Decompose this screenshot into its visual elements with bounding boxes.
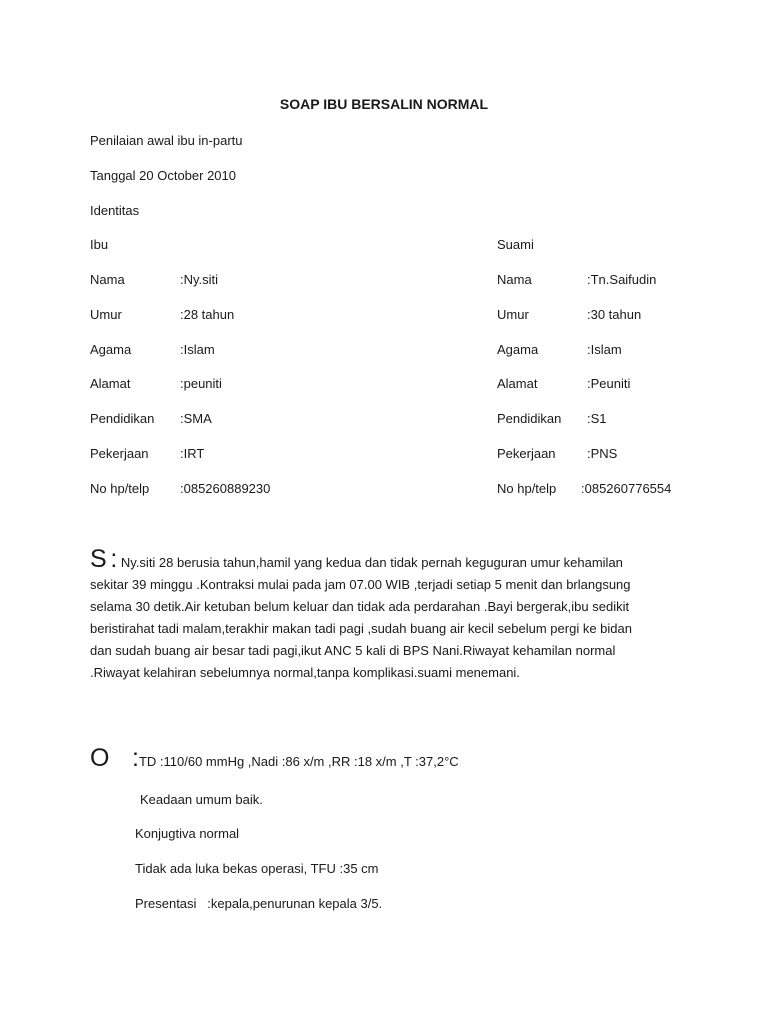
husband-label-age: Umur <box>497 307 529 322</box>
subjective-line: beristirahat tadi malam,terakhir makan tadi pagi ,sudah buang air kecil sebelum pergi ke bidan <box>90 621 632 636</box>
subjective-line: dan sudah buang air besar tadi pagi,ikut ANC 5 kali di BPS Nani.Riwayat kehamilan normal <box>90 643 616 658</box>
mother-label-name: Nama <box>90 272 125 287</box>
mother-label-address: Alamat <box>90 376 131 391</box>
husband-label-address: Alamat <box>497 376 538 391</box>
identity-heading: Identitas <box>90 203 140 218</box>
subjective-first-line <box>90 545 690 574</box>
mother-label-age: Umur <box>90 307 122 322</box>
mother-label-education: Pendidikan <box>90 411 155 426</box>
objective-colon: : <box>132 744 139 772</box>
subjective-section <box>90 545 690 684</box>
husband-label-name: Nama <box>497 272 532 287</box>
subjective-line: selama 30 detik.Air ketuban belum keluar dan tidak ada perdarahan .Bayi bergerak,ibu sedikit <box>90 599 630 614</box>
husband-label-education: Pendidikan <box>497 411 562 426</box>
objective-vitals: TD :110/60 mmHg ,Nadi :86 x/m ,RR :18 x/m ,T :37,2°C <box>138 754 459 769</box>
husband-label-religion: Agama <box>497 342 539 357</box>
mother-value-occupation: :IRT <box>180 446 205 461</box>
mother-heading: Ibu <box>90 237 109 252</box>
husband-label-occupation: Pekerjaan <box>497 446 556 461</box>
objective-finding: Keadaan umum baik. <box>140 792 263 807</box>
date-text: Tanggal 20 October 2010 <box>90 168 236 183</box>
objective-finding: Tidak ada luka bekas operasi, TFU :35 cm <box>135 861 379 876</box>
subjective-line: sekitar 39 minggu .Kontraksi mulai pada jam 07.00 WIB ,terjadi setiap 5 menit dan brlangsung <box>90 577 631 592</box>
intro-text: Penilaian awal ibu in-partu <box>90 133 243 148</box>
husband-value-address: :Peuniti <box>587 376 631 391</box>
husband-value-age: :30 tahun <box>587 307 642 322</box>
husband-label-phone: No hp/telp <box>497 481 557 496</box>
mother-label-phone: No hp/telp <box>90 481 150 496</box>
mother-value-address: :peuniti <box>180 376 222 391</box>
husband-value-phone: :085260776554 <box>581 481 672 496</box>
mother-value-name: :Ny.siti <box>180 272 219 287</box>
husband-value-occupation: :PNS <box>587 446 618 461</box>
mother-label-occupation: Pekerjaan <box>90 446 149 461</box>
subjective-letter: S <box>90 545 107 573</box>
mother-value-education: :SMA <box>180 411 212 426</box>
objective-finding: Presentasi :kepala,penurunan kepala 3/5. <box>135 896 383 911</box>
subjective-line: .Riwayat kelahiran sebelumnya normal,tanpa komplikasi.suami menemani. <box>90 665 520 680</box>
document-title: SOAP IBU BERSALIN NORMAL <box>279 96 489 112</box>
mother-value-phone: :085260889230 <box>180 481 271 496</box>
husband-value-religion: :Islam <box>587 342 622 357</box>
subjective-colon: : <box>110 545 118 573</box>
objective-letter: O <box>90 744 110 772</box>
husband-value-name: :Tn.Saifudin <box>587 272 657 287</box>
objective-vitals-row <box>90 744 459 773</box>
mother-label-religion: Agama <box>90 342 132 357</box>
objective-finding: Konjugtiva normal <box>135 826 240 841</box>
subjective-line: Ny.siti 28 berusia tahun,hamil yang kedua dan tidak pernah keguguran umur kehamilan <box>120 555 623 570</box>
husband-heading: Suami <box>497 237 534 252</box>
husband-value-education: :S1 <box>587 411 607 426</box>
mother-value-age: :28 tahun <box>180 307 235 322</box>
mother-value-religion: :Islam <box>180 342 215 357</box>
